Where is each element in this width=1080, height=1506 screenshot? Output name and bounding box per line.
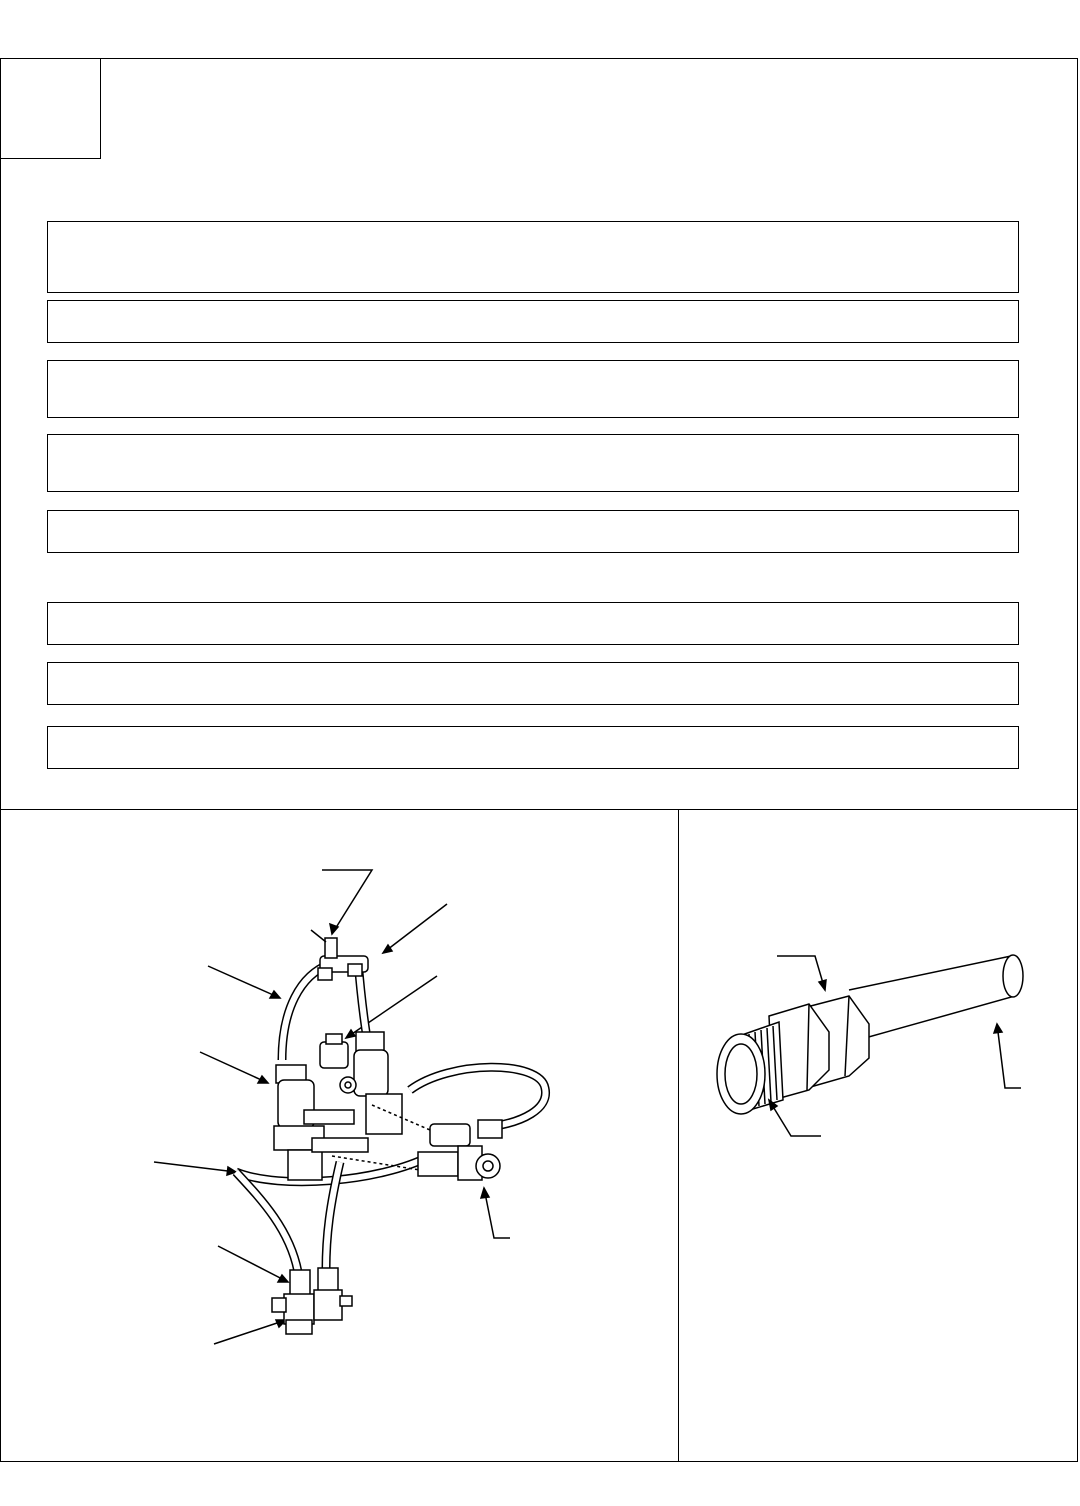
leader-line	[214, 1320, 286, 1344]
instruction-row-7	[47, 662, 1019, 705]
fitting-drawing	[679, 810, 1078, 1462]
leader-line	[777, 956, 825, 990]
leader-line	[200, 1052, 268, 1083]
lower-valve-right	[318, 1268, 338, 1292]
valve-coupler-right	[356, 1032, 384, 1052]
lower-valve-left	[290, 1270, 310, 1296]
leader-line	[383, 904, 447, 953]
hose-down-left	[236, 1172, 298, 1272]
instruction-row-6	[47, 602, 1019, 645]
leader-line	[997, 1024, 1021, 1088]
tee-fitting-right	[430, 1124, 470, 1146]
arrow-head	[346, 1030, 355, 1038]
valve-body-right	[354, 1050, 388, 1096]
leader-line	[154, 1162, 236, 1172]
arrow-head	[481, 1188, 489, 1198]
arrow-head	[270, 991, 280, 998]
instruction-row-8	[47, 726, 1019, 769]
leader-line	[208, 966, 280, 998]
arrow-head	[994, 1024, 1002, 1033]
step-number-box	[0, 58, 101, 159]
instruction-row-4	[47, 434, 1019, 492]
arrow-head	[258, 1076, 268, 1083]
instruction-row-3	[47, 360, 1019, 418]
arrow-head	[278, 1275, 288, 1282]
instruction-row-2	[47, 300, 1019, 343]
valve-assembly-drawing	[0, 810, 678, 1462]
arrow-head	[819, 980, 826, 990]
leader-line	[218, 1246, 288, 1282]
valve-handle	[320, 1042, 348, 1068]
instruction-row-5	[47, 510, 1019, 553]
instruction-row-1	[47, 221, 1019, 293]
